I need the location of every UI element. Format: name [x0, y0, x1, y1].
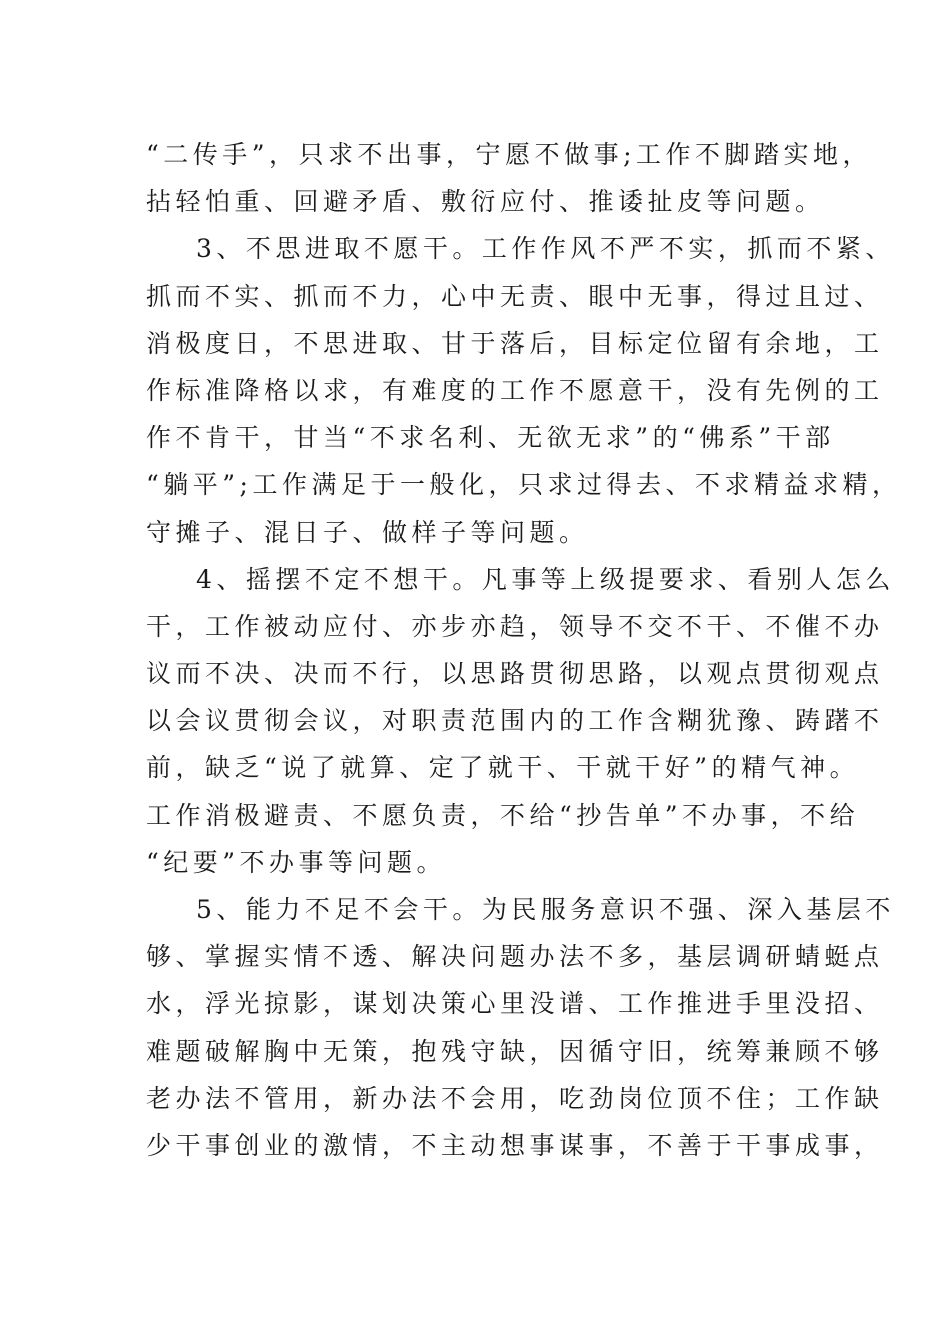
paragraph-start-line: 3、不思进取不愿干。工作作风不严不实，抓而不紧、 [196, 234, 895, 264]
text-line: “二传手”，只求不出事，宁愿不做事;工作不脚踏实地， [146, 140, 872, 169]
text-line: 工作消极避责、不愿负责，不给“抄告单”不办事，不给 [146, 800, 860, 830]
text-line: “纪要”不办事等问题。 [146, 847, 447, 877]
text-line: 消极度日，不思进取、甘于落后，目标定位留有余地，工 [146, 328, 884, 358]
text-line: 干，工作被动应付、亦步亦趋，领导不交不干、不催不办 [146, 611, 884, 641]
text-line: 抓而不实、抓而不力，心中无责、眼中无事，得过且过、 [146, 281, 884, 311]
text-line: 水，浮光掠影，谋划决策心里没谱、工作推进手里没招、 [146, 989, 884, 1019]
text-line: 作不肯干，甘当“不求名利、无欲无求”的“佛系”干部 [146, 423, 835, 453]
paragraph-start-line: 4、摇摆不定不想干。凡事等上级提要求、看别人怎么 [196, 564, 895, 594]
text-line: 少干事创业的激情，不主动想事谋事，不善于干事成事， [146, 1130, 884, 1160]
text-line: 老办法不管用，新办法不会用，吃劲岗位顶不住；工作缺 [146, 1083, 884, 1113]
text-line: 以会议贯彻会议，对职责范围内的工作含糊犹豫、踌躇不 [146, 706, 884, 736]
text-line: “躺平”;工作满足于一般化，只求过得去、不求精益求精， [146, 470, 902, 500]
text-line: 作标准降格以求，有难度的工作不愿意干，没有先例的工 [146, 375, 884, 405]
text-line: 拈轻怕重、回避矛盾、敷衍应付、推诿扯皮等问题。 [146, 187, 825, 217]
text-line: 守摊子、混日子、做样子等问题。 [146, 517, 589, 547]
text-line: 前，缺乏“说了就算、定了就干、干就干好”的精气神。 [146, 753, 860, 783]
text-line: 难题破解胸中无策，抱残守缺，因循守旧，统筹兼顾不够 [146, 1036, 884, 1066]
text-line: 议而不决、决而不行，以思路贯彻思路，以观点贯彻观点 [146, 659, 884, 689]
paragraph-start-line: 5、能力不足不会干。为民服务意识不强、深入基层不 [196, 895, 895, 924]
body-text [146, 131, 902, 1169]
text-line: 够、掌握实情不透、解决问题办法不多，基层调研蜻蜓点 [146, 942, 884, 972]
